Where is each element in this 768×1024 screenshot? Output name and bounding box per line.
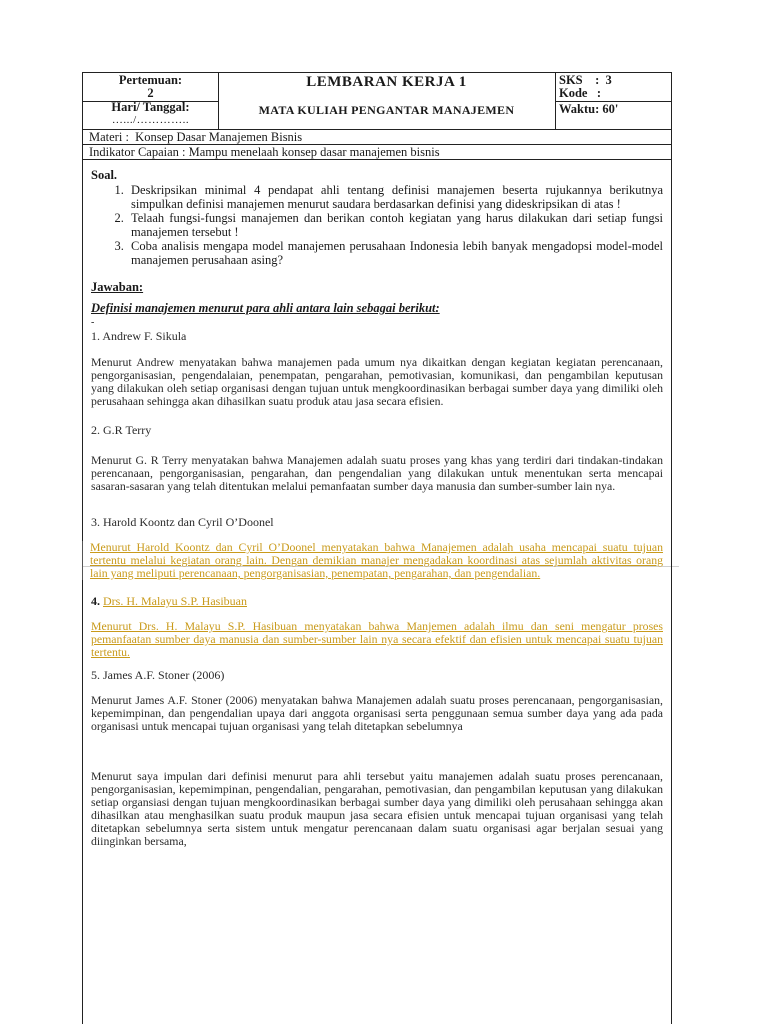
meeting-cell: [83, 73, 219, 129]
jawaban-heading: Jawaban:: [91, 280, 144, 294]
jawaban-subheading: Definisi manajemen menurut para ahli antara lain sebagai berikut:: [91, 301, 440, 315]
expert-name: 2. G.R Terry: [91, 423, 152, 437]
sks-kode-box: [555, 73, 671, 102]
question-item: 3. Coba analisis mengapa model manajemen perusahaan Indonesia lebih banyak mengadopsi model-model manajemen perusahaan asing?: [127, 239, 663, 267]
expert-definition: Menurut G. R Terry menyatakan bahwa Manajemen adalah suatu proses yang khas yang terdiri dari tindakan-tindakan perencanaan, pengorganisasian, pengarahan, dan pengendalian yang dilakukan untuk menentukan serta mencapai sasaran-sasaran yang telah ditentukan melalui pemanfaatan sumber daya manusia dan sumber-sumber lain nya.: [91, 453, 663, 493]
bullet-marker: -: [91, 317, 95, 328]
title-cell: [218, 73, 556, 129]
course-title: MATA KULIAH PENGANTAR MANAJEMEN: [258, 103, 515, 117]
expert-definition: Menurut Harold Koontz dan Cyril O’Doonel menyatakan bahwa Manajemen adalah usaha mencapai suatu tujuan tertentu melalui kegiatan orang lain. Dengan demikian manajer mengadakan koordinasi atas sejumlah aktivitas orang lain yang meliputi perencanaan, pengorganisasian, penempatan, pengarahan, dan pengendalian.: [82, 541, 663, 580]
worksheet-page: [82, 72, 672, 1024]
expert-name: [91, 594, 663, 608]
expert-definition: Menurut James A.F. Stoner (2006) menyatakan bahwa Manajemen adalah suatu proses perencanaan, pengorganisasian, kepemimpinan, dan pengendalian upaya dari anggota organisasi serta penggunaan semua sumber daya yang ada pada organisasi untuk mencapai tujuan organisasi yang telah ditetapkan sebelumnya: [91, 693, 663, 733]
hari-box: [83, 101, 218, 127]
content-area: [83, 160, 671, 848]
expert-definition: Menurut Andrew menyatakan bahwa manajemen pada umum nya dikaitkan dengan kegiatan kegiatan perencanaan, pengorganisasian, pengendalaian, penempatan, pengarahan, pemotivasian, komunikasi, dan pengambilan keputusan yang dilakukan oleh setiap organisasi dengan tujuan untuk mengkoordinasikan berbagai sumber daya yang dimiliki oleh perusahaan sehingga akan dihasilkan suatu produk atau jasa secara efisien.: [91, 355, 663, 408]
soal-heading: Soal.: [91, 168, 118, 182]
kode-label: Kode :: [559, 86, 602, 100]
expert-name-text: Drs. H. Malayu S.P. Hasibuan: [103, 594, 247, 608]
question-list: [91, 183, 663, 267]
waktu-label: Waktu: 60': [559, 102, 619, 116]
pertemuan-value: 2: [147, 86, 154, 100]
question-item: 1. Deskripsikan minimal 4 pendapat ahli tentang definisi manajemen beserta rujukannya berikutnya simpulkan definisi manajemen menurut saudara berdasarkan definisi yang dideskripsikan di atas !: [127, 183, 663, 211]
conclusion-paragraph: Menurut saya impulan dari definisi menurut para ahli tersebut yaitu manajemen adalah suatu proses perencanaan, pengorganisasian, kepemimpinan, pengendalian, pengarahan, pemotivasian, dan pengambilan keputusan yang dilakukan setiap organsiasi dengan tujuan mengkoordinasikan berbagai sumber daya yang dimiliki oleh perusahaan sehingga akan dihasilkan atau menghasilkan suatu produk maupun jasa secara efisien untuk mencapai tujuan organisasi yang telah ditetapkan sebelumnya serta sistem untuk mengatur perencanaan dalam suatu organisasi agar berjalan sesuai yang diinginkan bersama,: [91, 769, 663, 848]
worksheet-title: LEMBARAN KERJA 1: [306, 74, 467, 90]
pertemuan-label: Pertemuan:: [118, 73, 183, 87]
materi-row: Materi : Konsep Dasar Manajemen Bisnis: [83, 130, 671, 145]
header-table: [83, 73, 671, 130]
question-item: 2. Telaah fungsi-fungsi manajemen dan berikan contoh kegiatan yang harus dilakukan dari setiap fungsi manajemen tersebut !: [127, 211, 663, 239]
expert-definition: Menurut Drs. H. Malayu S.P. Hasibuan menyatakan bahwa Manjemen adalah ilmu dan seni mengatur proses pemanfaatan sumber daya manusia dan sumber-sumber lain nya secara efektif dan efisien untuk mencapai suatu tujuan tertentu.: [91, 619, 663, 659]
indikator-row: Indikator Capaian : Mampu menelaah konsep dasar manajemen bisnis: [83, 145, 671, 160]
hari-label: Hari/ Tanggal:: [111, 100, 190, 114]
sks-label: SKS : 3: [559, 73, 612, 87]
expert-name: 5. James A.F. Stoner (2006): [91, 668, 225, 682]
expert-name: 3. Harold Koontz dan Cyril O’Doonel: [91, 515, 274, 529]
info-cell: [555, 73, 671, 129]
expert-name: 1. Andrew F. Sikula: [91, 329, 187, 343]
hari-value: ….../…………..: [111, 114, 190, 126]
pertemuan-box: [83, 73, 218, 102]
expert-number: 4.: [91, 594, 100, 608]
